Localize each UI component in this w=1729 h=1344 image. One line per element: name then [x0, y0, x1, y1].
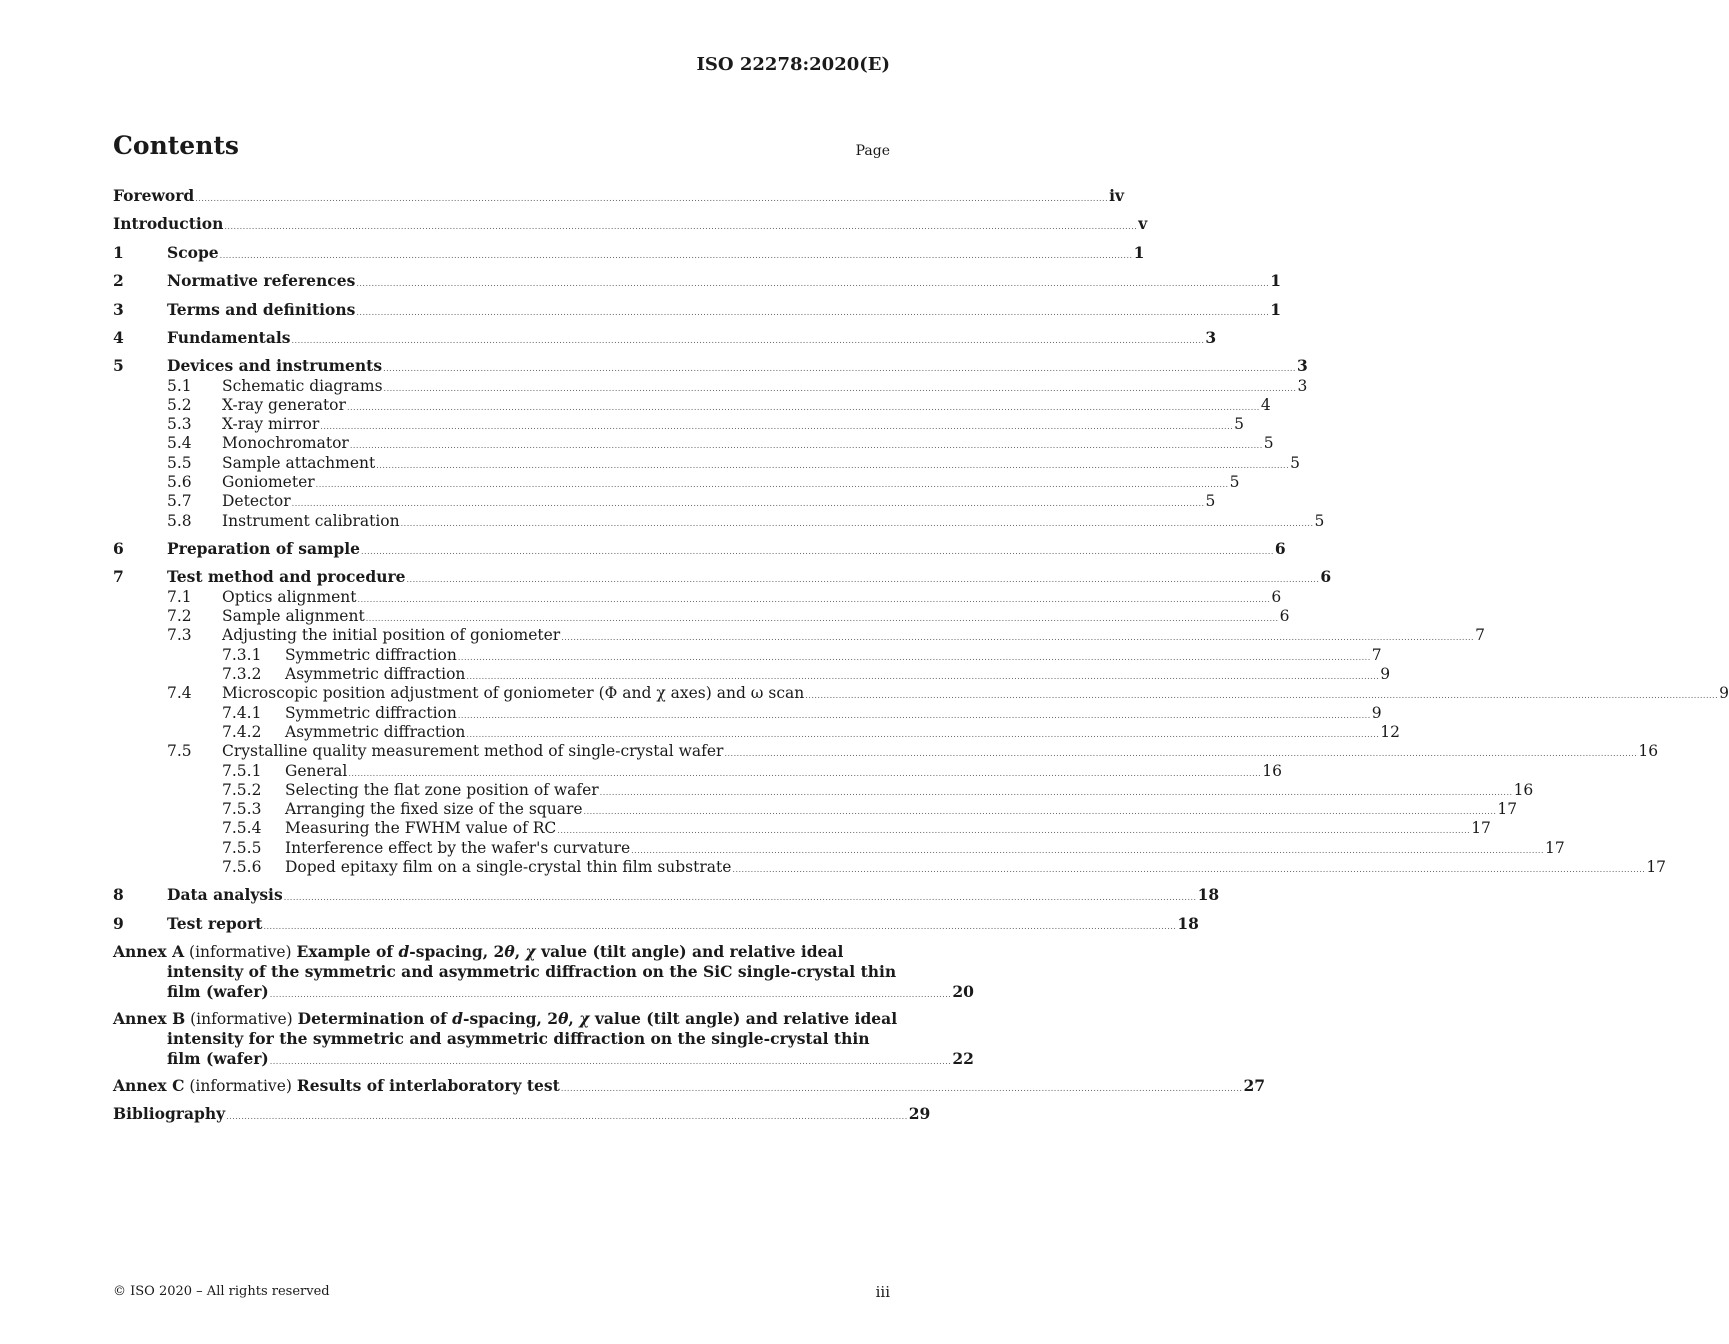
toc-entry[interactable]: [0, 664, 1391, 684]
dot-leader: ............................................................................................................................................................................................................................................................................................................: [457, 711, 1371, 720]
dot-leader: ............................................................................................................................................................................................................................................................................................................: [724, 749, 1638, 758]
toc-entry[interactable]: [0, 300, 1282, 320]
annex-kind: (informative): [190, 1010, 293, 1028]
copyright-notice: © ISO 2020 – All rights reserved: [113, 1284, 330, 1299]
page-column-label: Page: [855, 143, 890, 159]
toc-entry-number: 5.6: [167, 473, 192, 491]
toc-entry-title: Detector: [222, 492, 291, 510]
dot-leader: ............................................................................................................................................................................................................................................................................................................: [361, 547, 1274, 556]
annex-title: Results of interlaboratory test: [296, 1076, 560, 1095]
toc-entry-number: 7.4.2: [222, 723, 262, 741]
annex-label: Annex C: [113, 1076, 185, 1095]
dot-leader: ............................................................................................................................................................................................................................................................................................................: [348, 769, 1262, 778]
toc-entry-title: Test method and procedure: [167, 567, 406, 586]
annex-title-line3: film (wafer): [167, 1049, 269, 1068]
toc-entry-number: 7.2: [167, 607, 192, 625]
dot-leader: ............................................................................................................................................................................................................................................................................................................: [376, 461, 1290, 470]
toc-entry[interactable]: [0, 885, 1220, 905]
toc-entry-title: Symmetric diffraction: [285, 646, 457, 664]
toc-entry-number: 7.5.5: [222, 839, 262, 857]
toc-entry-number: 9: [113, 914, 124, 933]
annex-title-part: -spacing, 2: [409, 942, 505, 961]
toc-entry-title: Microscopic position adjustment of goniometer (Φ and χ axes) and ω scan: [222, 684, 805, 702]
toc-entry-title: Optics alignment: [222, 588, 357, 606]
toc-entry-page: v: [1138, 214, 1148, 233]
dot-leader: ................................................................................................................................................................................................................................: [226, 1112, 908, 1121]
toc-entry-page: 5: [1205, 492, 1216, 510]
bibliography-page: 29: [908, 1104, 931, 1123]
annex-title-part: ,: [568, 1009, 580, 1028]
toc-entry[interactable]: [0, 243, 1145, 263]
toc-entry[interactable]: [0, 587, 1282, 607]
annex-page: 27: [1243, 1076, 1266, 1095]
toc-entry[interactable]: [0, 214, 1148, 234]
annex-title-part: ,: [514, 942, 526, 961]
annex-kind: (informative): [189, 1077, 292, 1095]
toc-entry[interactable]: [0, 328, 1217, 348]
dot-leader: ............................................................................................................................................................................................................................................................................................................: [732, 865, 1646, 874]
toc-entry[interactable]: [0, 395, 1271, 415]
toc-entry[interactable]: [0, 625, 1485, 645]
annex-title-d: d: [398, 942, 410, 961]
toc-entry-title: Adjusting the initial position of goniometer: [222, 626, 561, 644]
toc-entry-page: 7: [1371, 646, 1382, 664]
toc-entry-number: 5.3: [167, 415, 192, 433]
toc-entry-title: Foreword: [113, 186, 195, 205]
toc-entry-page: 12: [1380, 723, 1401, 741]
toc-entry[interactable]: [0, 741, 1659, 761]
toc-entry-page: 3: [1205, 328, 1217, 347]
toc-entry-title: Crystalline quality measurement method of single-crystal wafer: [222, 742, 724, 760]
dot-leader: ............................................................................................................................................................................................................................................................................................................: [291, 336, 1205, 345]
dot-leader: ............................................................................................................................................................................................................................................................................................................: [365, 614, 1279, 623]
document-id: ISO 22278:2020(E): [696, 54, 890, 75]
annex-a-entry[interactable]: [113, 942, 974, 1005]
toc-entry-page: 18: [1197, 885, 1220, 904]
toc-entry[interactable]: [0, 606, 1290, 626]
dot-leader: ............................................................................................................................................................................................................................................................................................................: [291, 499, 1205, 508]
page-number: iii: [875, 1283, 890, 1301]
toc-entry-page: 18: [1177, 914, 1199, 933]
dot-leader: ............................................................................................................................................................................................................................................................................................................: [466, 672, 1380, 681]
toc-entry-title: Fundamentals: [167, 328, 291, 347]
toc-entry[interactable]: [0, 645, 1382, 665]
toc-entry[interactable]: [0, 356, 1308, 376]
toc-entry-title: Sample attachment: [222, 454, 376, 472]
toc-entry-page: 1: [1133, 243, 1145, 262]
toc-entry-number: 5.8: [167, 512, 192, 530]
dot-leader: ............................................................................................................................................................................................................................................................................................................: [356, 279, 1270, 288]
toc-entry-number: 7.5.2: [222, 781, 262, 799]
bibliography-entry[interactable]: [113, 1104, 931, 1127]
page-title: Contents: [113, 131, 240, 160]
dot-leader: ............................................................................................................................................................................................................................................................................................................: [283, 893, 1197, 902]
dot-leader: ............................................................................................................................................................................................................................................................................................................: [224, 222, 1138, 231]
toc-entry-page: 16: [1262, 762, 1282, 780]
toc-entry-number: 7.4.1: [222, 704, 262, 722]
toc-entry-number: 2: [113, 271, 124, 290]
toc-entry[interactable]: [0, 722, 1401, 742]
toc-entry-title: Preparation of sample: [167, 539, 360, 558]
toc-entry-number: 5: [113, 356, 124, 375]
toc-entry-number: 6: [113, 539, 124, 558]
annex-c-entry[interactable]: [113, 1076, 1266, 1099]
toc-entry-title: Devices and instruments: [167, 356, 383, 375]
toc-entry-page: 5: [1290, 454, 1300, 472]
annex-title-line2: intensity for the symmetric and asymmetric diffraction on the single-crystal thin: [167, 1029, 870, 1048]
dot-leader: ............................................................................................................................................................................................................................................................................................................: [383, 384, 1297, 393]
toc-entry-number: 5.4: [167, 434, 192, 452]
dot-leader: ............................................................................................................................................................................................................................................................................................................: [466, 730, 1380, 739]
dot-leader: ............................................................................................................................................................................................................................................................................................................: [383, 364, 1296, 373]
toc-entry-number: 7.4: [167, 684, 192, 702]
toc-entry[interactable]: [0, 857, 1667, 877]
dot-leader: ............................................................................................................................................................................................................................................................................................................: [406, 575, 1320, 584]
annex-title-d: d: [452, 1009, 464, 1028]
toc-entry-page: 1: [1270, 300, 1282, 319]
toc-entry-page: 5: [1229, 473, 1240, 491]
annex-b-entry[interactable]: [113, 1009, 974, 1072]
toc-entry-number: 7: [113, 567, 124, 586]
dot-leader: ............................................................................................................................................................................................................................................................................................................: [356, 308, 1270, 317]
toc-entry-page: 16: [1513, 781, 1534, 799]
toc-entry-page: 9: [1380, 665, 1391, 683]
toc-entry-page: 3: [1296, 356, 1308, 375]
annex-title-chi: χ: [525, 942, 536, 961]
toc-entry-page: 17: [1471, 819, 1491, 837]
toc-entry-page: 3: [1297, 377, 1308, 395]
annex-title-line3: film (wafer): [167, 982, 269, 1001]
toc-entry[interactable]: [0, 491, 1216, 511]
toc-entry[interactable]: [0, 914, 1199, 934]
toc-entry-number: 7.5: [167, 742, 192, 760]
annex-title-theta: θ: [558, 1009, 569, 1028]
annex-title-part: Determination of: [297, 1009, 453, 1028]
dot-leader: ................................................................................................................................................................................................................................: [560, 1084, 1243, 1093]
toc-entry-page: 16: [1638, 742, 1659, 760]
dot-leader: ............................................................................................................................................................................................................................................................................................................: [219, 251, 1133, 260]
dot-leader: ............................................................................................................................................................................................................................................................................................................: [557, 826, 1471, 835]
annex-label: Annex B: [113, 1009, 186, 1028]
toc-entry-title: Selecting the flat zone position of wafer: [285, 781, 599, 799]
toc-entry[interactable]: [0, 271, 1281, 291]
dot-leader: ............................................................................................................................................................................................................................................................................................................: [320, 422, 1234, 431]
toc-entry-page: 6: [1271, 588, 1282, 606]
toc-entry-page: 5: [1314, 512, 1325, 530]
annex-label: Annex A: [113, 942, 185, 961]
toc-entry[interactable]: [0, 799, 1518, 819]
dot-leader: ............................................................................................................................................................................................................................................................................................................: [583, 807, 1497, 816]
toc-entry[interactable]: [0, 780, 1534, 800]
toc-entry-title: Doped epitaxy film on a single-crystal thin film substrate: [285, 858, 732, 876]
toc-entry-title: Symmetric diffraction: [285, 704, 457, 722]
annex-title-part: value (tilt angle) and relative ideal: [589, 1009, 898, 1028]
dot-leader: ............................................................................................................................................................................................................................................................................................................: [457, 653, 1371, 662]
annex-title-part: Example of: [296, 942, 399, 961]
toc-entry-page: 6: [1320, 567, 1332, 586]
toc-entry[interactable]: [0, 376, 1308, 396]
annex-title-part: value (tilt angle) and relative ideal: [535, 942, 844, 961]
toc-entry-number: 7.1: [167, 588, 192, 606]
toc-entry-number: 7.5.1: [222, 762, 262, 780]
toc-entry[interactable]: [0, 453, 1300, 473]
toc-entry-page: 17: [1545, 839, 1565, 857]
toc-entry-number: 8: [113, 885, 124, 904]
toc-entry-number: 7.5.3: [222, 800, 262, 818]
toc-entry-title: X-ray generator: [222, 396, 346, 414]
toc-entry-title: Terms and definitions: [167, 300, 356, 319]
toc-entry-title: Scope: [167, 243, 219, 262]
toc-entry-title: Data analysis: [167, 885, 283, 904]
toc-entry-number: 7.5.4: [222, 819, 262, 837]
toc-entry[interactable]: [0, 539, 1286, 559]
toc-entry[interactable]: [0, 567, 1332, 587]
toc-entry-title: Measuring the FWHM value of RC: [285, 819, 557, 837]
annex-title-theta: θ: [504, 942, 515, 961]
toc-entry-title: General: [285, 762, 348, 780]
toc-entry-title: Sample alignment: [222, 607, 365, 625]
dot-leader: ............................................................................................................................................................................................................................................................................................................: [357, 595, 1271, 604]
toc-entry[interactable]: [0, 818, 1491, 838]
toc-entry[interactable]: [0, 838, 1565, 858]
dot-leader: ................................................................................................................................................................................................................................: [269, 1057, 952, 1066]
toc-entry-title: Normative references: [167, 271, 356, 290]
bibliography-title: Bibliography: [113, 1104, 226, 1123]
toc-entry-title: Test report: [167, 914, 263, 933]
toc-entry-number: 4: [113, 328, 124, 347]
toc-entry-page: 9: [1719, 684, 1729, 702]
toc-entry-page: 5: [1263, 434, 1274, 452]
toc-entry-page: 6: [1279, 607, 1290, 625]
toc-entry[interactable]: [0, 186, 1125, 206]
toc-entry-page: 1: [1270, 271, 1281, 290]
dot-leader: ............................................................................................................................................................................................................................................................................................................: [349, 441, 1263, 450]
annex-title-part: -spacing, 2: [463, 1009, 559, 1028]
dot-leader: ............................................................................................................................................................................................................................................................................................................: [263, 922, 1177, 931]
toc-entry-number: 5.1: [167, 377, 192, 395]
toc-entry-number: 7.5.6: [222, 858, 262, 876]
toc-entry[interactable]: [0, 761, 1282, 781]
toc-entry-title: Asymmetric diffraction: [285, 665, 466, 683]
toc-entry-number: 7.3.1: [222, 646, 262, 664]
toc-entry-title: Schematic diagrams: [222, 377, 383, 395]
annex-title-chi: χ: [579, 1009, 590, 1028]
annex-page: 20: [952, 982, 974, 1001]
toc-entry[interactable]: [0, 433, 1274, 453]
toc-entry-number: 7.3: [167, 626, 192, 644]
toc-entry-page: 17: [1497, 800, 1518, 818]
dot-leader: ............................................................................................................................................................................................................................................................................................................: [346, 403, 1260, 412]
toc-entry-number: 3: [113, 300, 124, 319]
toc-entry-page: 4: [1260, 396, 1271, 414]
toc-entry-page: 17: [1646, 858, 1667, 876]
toc-entry-number: 1: [113, 243, 124, 262]
toc-entry-number: 7.3.2: [222, 665, 262, 683]
dot-leader: ............................................................................................................................................................................................................................................................................................................: [400, 519, 1314, 528]
toc-entry-number: 5.2: [167, 396, 192, 414]
dot-leader: ............................................................................................................................................................................................................................................................................................................: [805, 691, 1719, 700]
toc-entry-title: Goniometer: [222, 473, 315, 491]
toc-entry[interactable]: [0, 683, 1729, 703]
toc-entry[interactable]: [0, 511, 1325, 531]
annex-kind: (informative): [189, 943, 292, 961]
annex-page: 22: [952, 1049, 974, 1068]
dot-leader: ................................................................................................................................................................................................................................: [269, 990, 952, 999]
toc-entry-title: Monochromator: [222, 434, 349, 452]
dot-leader: ............................................................................................................................................................................................................................................................................................................: [599, 788, 1513, 797]
toc-entry-page: 9: [1371, 704, 1382, 722]
dot-leader: ............................................................................................................................................................................................................................................................................................................: [315, 480, 1229, 489]
toc-entry-page: 6: [1274, 539, 1286, 558]
toc-entry[interactable]: [0, 472, 1240, 492]
toc-entry-page: 7: [1475, 626, 1485, 644]
toc-entry-title: Instrument calibration: [222, 512, 400, 530]
toc-entry-title: Asymmetric diffraction: [285, 723, 466, 741]
toc-entry-number: 5.7: [167, 492, 192, 510]
toc-entry-title: Introduction: [113, 214, 224, 233]
toc-entry-number: 5.5: [167, 454, 192, 472]
toc-entry-title: X-ray mirror: [222, 415, 320, 433]
toc-entry-page: 5: [1234, 415, 1245, 433]
toc-entry[interactable]: [0, 414, 1245, 434]
toc-entry-title: Interference effect by the wafer's curvature: [285, 839, 631, 857]
toc-entry-page: iv: [1109, 186, 1125, 205]
dot-leader: ............................................................................................................................................................................................................................................................................................................: [631, 846, 1545, 855]
toc-entry-title: Arranging the fixed size of the square: [285, 800, 583, 818]
annex-title-line2: intensity of the symmetric and asymmetric diffraction on the SiC single-crystal thin: [167, 962, 897, 981]
dot-leader: ............................................................................................................................................................................................................................................................................................................: [195, 194, 1109, 203]
dot-leader: ............................................................................................................................................................................................................................................................................................................: [561, 633, 1475, 642]
toc-entry[interactable]: [0, 703, 1382, 723]
